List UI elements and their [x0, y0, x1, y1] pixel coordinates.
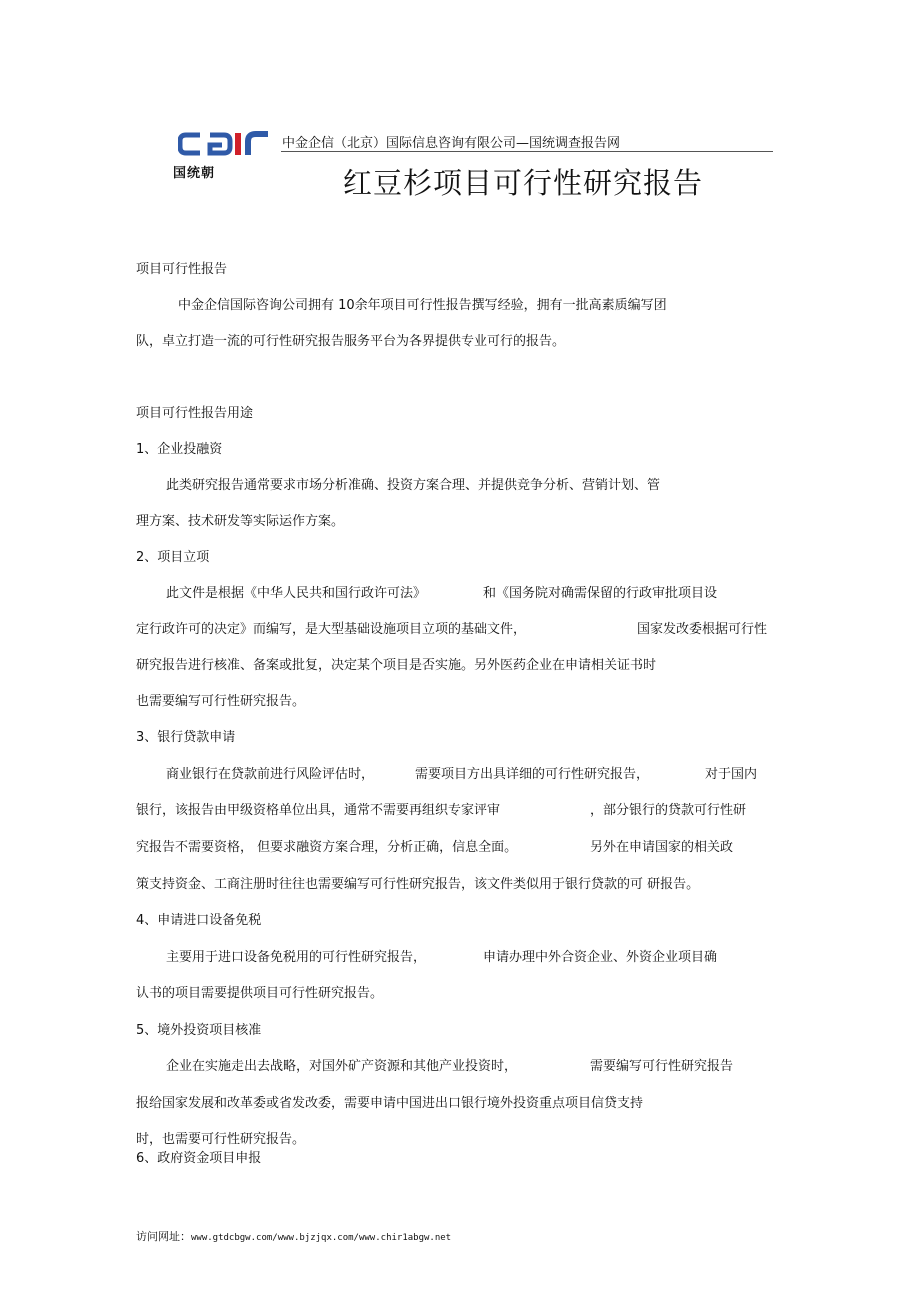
- paragraph-line: 申请办理中外合资企业、外资企业项目确: [483, 950, 718, 965]
- paragraph-line: 队，卓立打造一流的可行性研究报告服务平台为各界提供专业可行的报告。: [136, 334, 566, 349]
- footer-urls[interactable]: www.gtdcbgw.com/www.bjzjqx.com/www.chir1abgw.net: [191, 1233, 452, 1243]
- company-logo-icon: [178, 131, 270, 157]
- paragraph-line: 理方案、技术研发等实际运作方案。: [136, 514, 345, 529]
- paragraph-line: 对于国内: [705, 767, 758, 782]
- paragraph-line: 中金企信国际咨询公司拥有 10余年项目可行性报告撰写经验，拥有一批高素质编写团: [178, 298, 667, 313]
- paragraph-line: 国家发改委根据可行性: [637, 622, 768, 637]
- footer-label: 访问网址：: [136, 1230, 191, 1243]
- document-title: 红豆杉项目可行性研究报告: [343, 166, 704, 200]
- paragraph-line: 企业在实施走出去战略，对国外矿产资源和其他产业投资时，: [166, 1059, 518, 1074]
- paragraph-line: 此文件是根据《中华人民共和国行政许可法》: [166, 586, 427, 601]
- header-divider: [281, 151, 773, 152]
- paragraph-line: 研究报告进行核准、备案或批复，决定某个项目是否实施。另外医药企业在申请相关证书时: [136, 658, 657, 673]
- paragraph-line: 此类研究报告通常要求市场分析准确、投资方案合理、并提供竞争分析、营销计划、管: [166, 478, 661, 493]
- paragraph-line: 需要编写可行性研究报告: [590, 1059, 734, 1074]
- paragraph-line: 也需要编写可行性研究报告。: [136, 694, 306, 709]
- paragraph-line: 和《国务院对确需保留的行政审批项目设: [483, 586, 718, 601]
- paragraph-line: ，部分银行的贷款可行性研: [590, 803, 747, 818]
- paragraph-line: 时，也需要可行性研究报告。: [136, 1132, 306, 1147]
- footer: [136, 1228, 451, 1244]
- paragraph-line: 需要项目方出具详细的可行性研究报告，: [415, 767, 650, 782]
- logo-text: 国统朝: [173, 166, 216, 181]
- section-heading: 5、境外投资项目核准: [136, 1023, 262, 1038]
- paragraph-line: 策支持资金、工商注册时往往也需要编写可行性研究报告，该文件类似用于银行贷款的可 研报告。: [136, 877, 700, 892]
- section-heading: 4、申请进口设备免税: [136, 913, 262, 928]
- company-name: 中金企信（北京）国际信息咨询有限公司—国统调查报告网: [282, 136, 621, 151]
- section-heading: 6、政府资金项目申报: [136, 1151, 262, 1166]
- paragraph-line: 报给国家发展和改革委或省发改委，需要申请中国进出口银行境外投资重点项目信贷支持: [136, 1096, 644, 1111]
- paragraph-line: 另外在申请国家的相关政: [590, 840, 734, 855]
- intro-heading: 项目可行性报告: [136, 262, 228, 277]
- paragraph-line: 认书的项目需要提供项目可行性研究报告。: [136, 986, 384, 1001]
- section-heading: 3、银行贷款申请: [136, 730, 236, 745]
- paragraph-line: 银行，该报告由甲级资格单位出具，通常不需要再组织专家评审: [136, 803, 501, 818]
- paragraph-line: 商业银行在贷款前进行风险评估时，: [166, 767, 375, 782]
- paragraph-line: 究报告不需要资格， 但要求融资方案合理，分析正确，信息全面。: [136, 840, 518, 855]
- paragraph-line: 定行政许可的决定》而编写，是大型基础设施项目立项的基础文件，: [136, 622, 527, 637]
- paragraph-line: 主要用于进口设备免税用的可行性研究报告，: [166, 950, 427, 965]
- uses-heading: 项目可行性报告用途: [136, 406, 254, 421]
- section-heading: 1、企业投融资: [136, 442, 223, 457]
- section-heading: 2、项目立项: [136, 550, 210, 565]
